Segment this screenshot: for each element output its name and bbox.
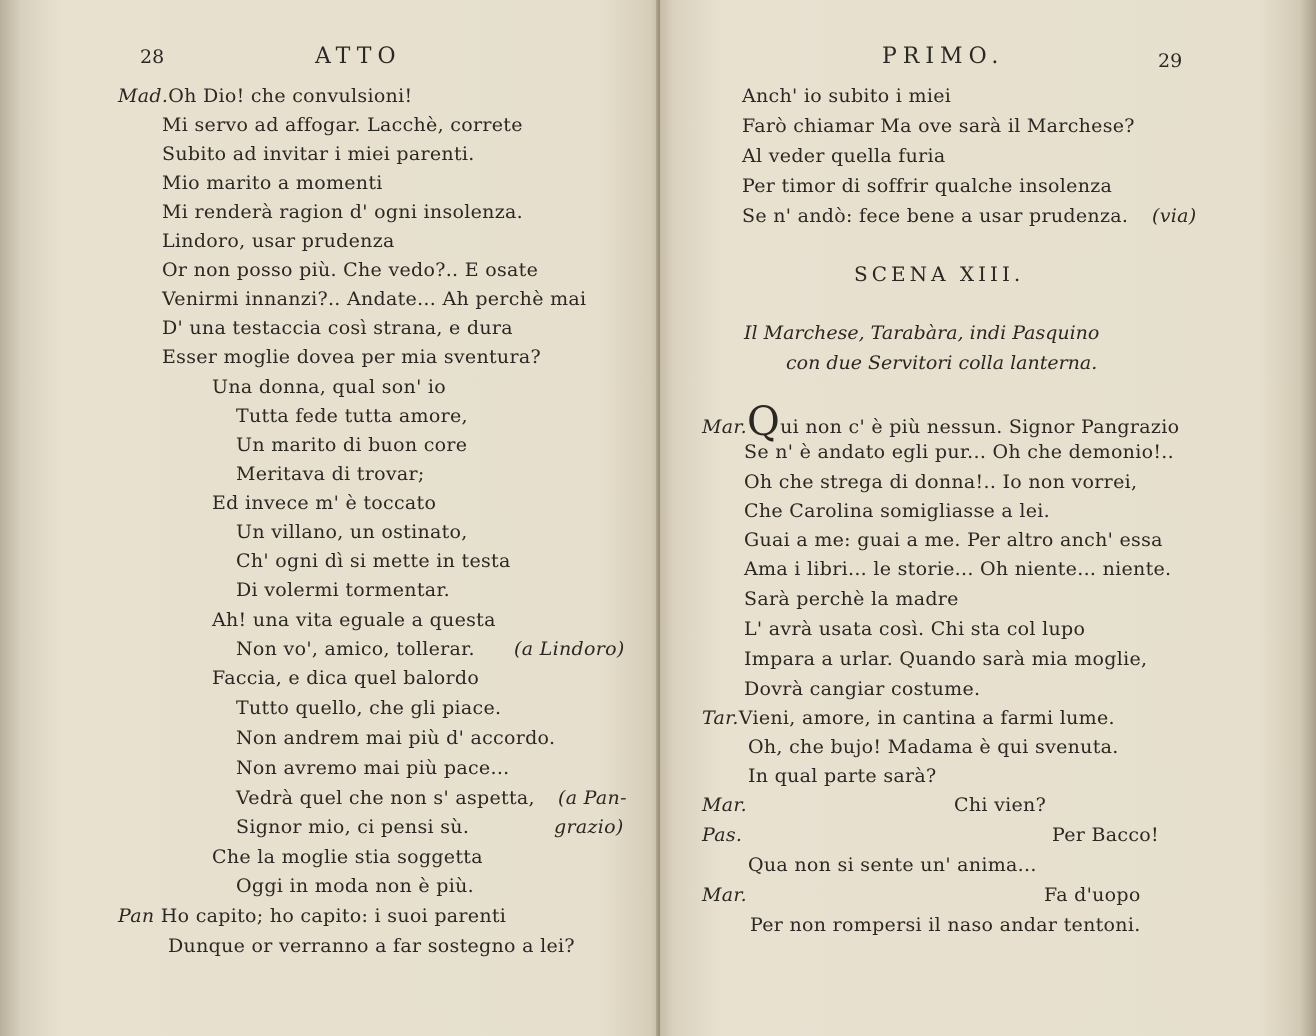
verse-line: Per non rompersi il naso andar tentoni. — [750, 914, 1141, 936]
stage-direction: grazio) — [554, 816, 624, 838]
stage-direction: (via) — [1152, 205, 1197, 227]
scene-title: SCENA XIII. — [854, 262, 1025, 286]
verse-line: L' avrà usata così. Chi sta col lupo — [744, 618, 1086, 640]
verse-line: Mio marito a momenti — [162, 172, 383, 194]
verse-line: Subito ad invitar i miei parenti. — [162, 143, 475, 165]
verse-line: Non andrem mai più d' accordo. — [236, 727, 556, 749]
verse-line: Oh, che bujo! Madama è qui svenuta. — [748, 736, 1119, 758]
speaker-label: Mar. — [702, 884, 748, 906]
verse-line: Pan Ho capito; ho capito: i suoi parenti — [118, 905, 507, 927]
verse-line: Fa d'uopo — [1044, 884, 1141, 906]
verse-line: Venirmi innanzi?.. Andate... Ah perchè mai — [162, 288, 587, 310]
verse-line: Faccia, e dica quel balordo — [212, 667, 480, 689]
verse-line: Mad.Oh Dio! che convulsioni! — [118, 85, 413, 107]
verse-line: Oggi in moda non è più. — [236, 875, 475, 897]
verse-line: Tutta fede tutta amore, — [236, 405, 468, 427]
speaker-label: Mar. — [702, 794, 748, 816]
verse-line: Non vo', amico, tollerar. — [236, 638, 475, 660]
verse-line: Oh che strega di donna!.. Io non vorrei, — [744, 471, 1138, 493]
verse-line: Vedrà quel che non s' aspetta, — [236, 787, 535, 809]
verse-line: Signor mio, ci pensi sù. — [236, 816, 470, 838]
stage-direction: (a Lindoro) — [514, 638, 625, 660]
stage-direction: (a Pan- — [558, 787, 627, 809]
verse-line: Una donna, qual son' io — [212, 376, 447, 398]
verse-line: Mar.Qui non c' è più nessun. Signor Pangrazio — [702, 399, 1180, 445]
verse-line: Esser moglie dovea per mia sventura? — [162, 346, 541, 368]
verse-line: Di volermi tormentar. — [236, 579, 451, 601]
verse-line: Qua non si sente un' anima... — [748, 854, 1037, 876]
right-page — [660, 0, 1316, 1036]
verse-line: Al veder quella furia — [742, 145, 946, 167]
verse-line: Sarà perchè la madre — [744, 588, 959, 610]
verse-line: Se n' è andato egli pur... Oh che demonio!.. — [744, 441, 1174, 463]
verse-line: Tar.Vieni, amore, in cantina a farmi lume. — [702, 707, 1115, 729]
verse-line: In qual parte sarà? — [748, 765, 937, 787]
page-number: 29 — [1158, 50, 1183, 72]
verse-line: Farò chiamar Ma ove sarà il Marchese? — [742, 115, 1135, 137]
verse-line: Per Bacco! — [1052, 824, 1159, 846]
verse-line: Che la moglie stia soggetta — [212, 846, 483, 868]
verse-line: Lindoro, usar prudenza — [162, 230, 395, 252]
verse-line: Un villano, un ostinato, — [236, 521, 468, 543]
verse-line: Per timor di soffrir qualche insolenza — [742, 175, 1113, 197]
page-number: 28 — [140, 46, 165, 68]
verse-line: Dunque or verranno a far sostegno a lei? — [168, 935, 575, 957]
verse-line: Che Carolina somigliasse a lei. — [744, 500, 1051, 522]
verse-line: Chi vien? — [954, 794, 1047, 816]
verse-line: Ah! una vita eguale a questa — [212, 609, 496, 631]
verse-line: Ed invece m' è toccato — [212, 492, 437, 514]
verse-line: Anch' io subito i miei — [742, 85, 952, 107]
verse-line: D' una testaccia così strana, e dura — [162, 317, 513, 339]
verse-line: Ama i libri... le storie... Oh niente... niente. — [744, 558, 1172, 580]
verse-line: Mi renderà ragion d' ogni insolenza. — [162, 201, 523, 223]
verse-line: Un marito di buon core — [236, 434, 468, 456]
verse-line: Se n' andò: fece bene a usar prudenza. — [742, 205, 1129, 227]
cast-list: con due Servitori colla lanterna. — [786, 352, 1098, 374]
verse-line: Tutto quello, che gli piace. — [236, 697, 502, 719]
speaker-label: Tar. — [702, 707, 739, 729]
verse-line: Meritava di trovar; — [236, 463, 425, 485]
verse-line: Non avremo mai più pace... — [236, 757, 510, 779]
verse-line: Ch' ogni dì si mette in testa — [236, 550, 511, 572]
drop-cap: Q — [747, 399, 781, 445]
speaker-label: Pas. — [702, 824, 743, 846]
running-head: ATTO — [315, 44, 402, 69]
verse-line: Or non posso più. Che vedo?.. E osate — [162, 259, 539, 281]
speaker-label: Mar. — [702, 416, 748, 438]
verse-line: Mi servo ad affogar. Lacchè, correte — [162, 114, 523, 136]
verse-line: Impara a urlar. Quando sarà mia moglie, — [744, 648, 1148, 670]
cast-list: Il Marchese, Tarabàra, indi Pasquino — [744, 322, 1100, 344]
running-head: PRIMO. — [882, 44, 1005, 69]
speaker-label: Mad. — [118, 85, 169, 107]
speaker-label: Pan — [118, 905, 155, 927]
verse-line: Dovrà cangiar costume. — [744, 678, 981, 700]
verse-line: Guai a me: guai a me. Per altro anch' essa — [744, 529, 1163, 551]
